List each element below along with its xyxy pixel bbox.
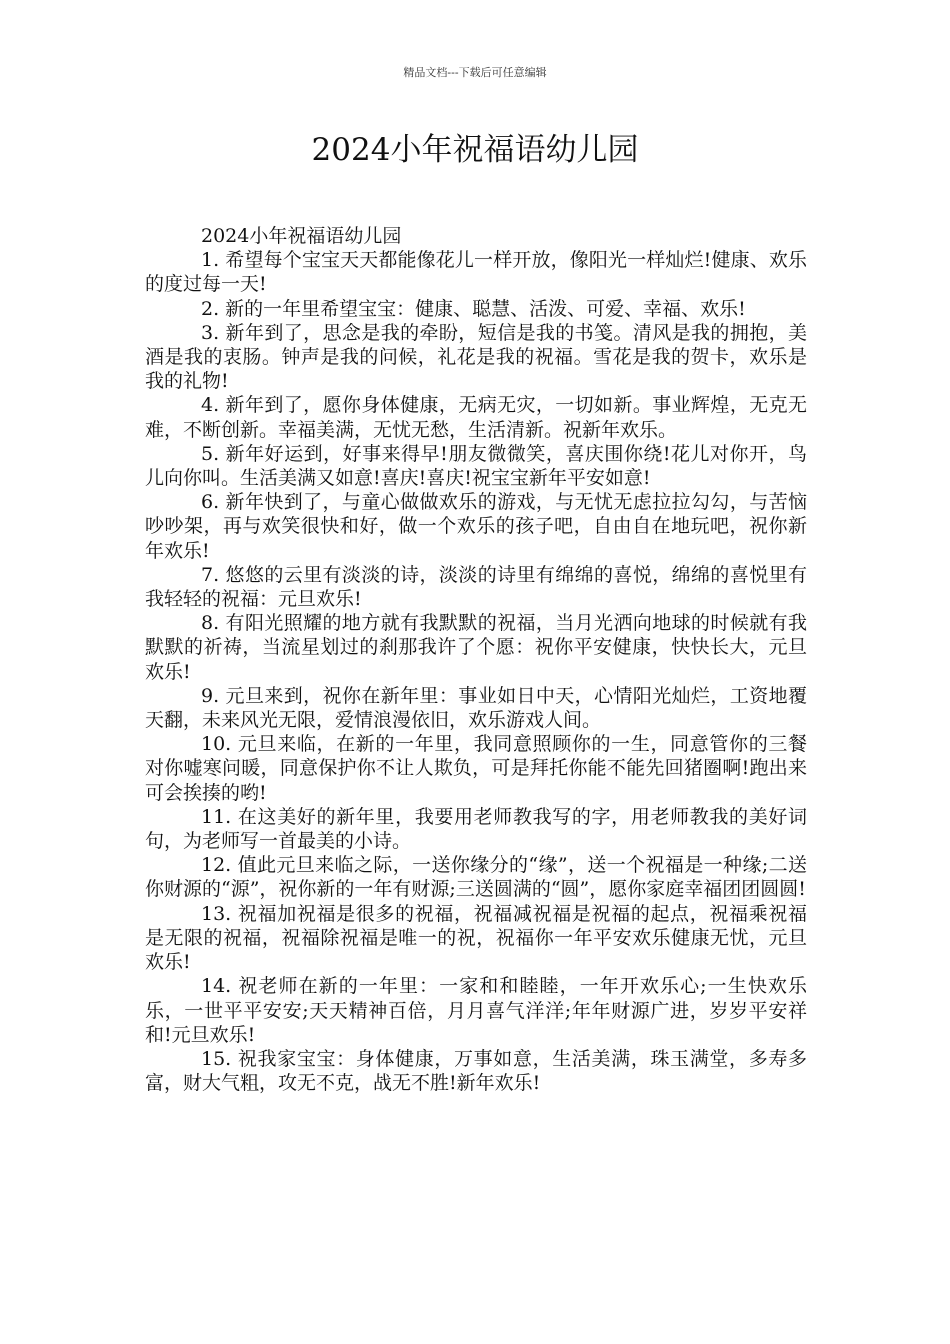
- paragraph-15: 15. 祝我家宝宝：身体健康，万事如意，生活美满，珠玉满堂，多寿多富，财大气粗，攻无不克，战无不胜!新年欢乐!: [145, 1047, 807, 1095]
- document-subtitle: 2024小年祝福语幼儿园: [201, 225, 402, 247]
- paragraph-12: 12. 值此元旦来临之际，一送你缘分的“缘”，送一个祝福是一种缘;二送你财源的“源”，祝你新的一年有财源;三送圆满的“圆”，愿你家庭幸福团团圆圆!: [145, 854, 807, 901]
- paragraph-8: 8. 有阳光照耀的地方就有我默默的祝福，当月光洒向地球的时候就有我默默的祈祷，当流星划过的刹那我许了个愿：祝你平安健康，快快长大，元旦欢乐!: [145, 612, 807, 683]
- paragraph-1: 1. 希望每个宝宝天天都能像花儿一样开放，像阳光一样灿烂!健康、欢乐的度过每一天!: [145, 249, 807, 296]
- paragraph-9: 9. 元旦来到，祝你在新年里：事业如日中天，心情阳光灿烂，工资地覆天翻，未来风光无限，爱情浪漫依旧，欢乐游戏人间。: [145, 684, 807, 732]
- paragraph-2: 2. 新的一年里希望宝宝：健康、聪慧、活泼、可爱、幸福、欢乐!: [201, 297, 746, 320]
- paragraph-10: 10. 元旦来临，在新的一年里，我同意照顾你的一生，同意管你的三餐对你嘘寒问暖，同意保护你不让人欺负，可是拜托你能不能先回猪圈啊!跑出来可会挨揍的哟!: [145, 733, 807, 804]
- paragraph-13: 13. 祝福加祝福是很多的祝福，祝福减祝福是祝福的起点，祝福乘祝福是无限的祝福，祝福除祝福是唯一的祝，祝福你一年平安欢乐健康无忧，元旦欢乐!: [145, 902, 807, 974]
- document-title: 2024小年祝福语幼儿园: [311, 132, 639, 168]
- page-header: 精品文档---下载后可任意编辑: [403, 66, 547, 79]
- paragraph-6: 6. 新年快到了，与童心做做欢乐的游戏，与无忧无虑拉拉勾勾，与苦恼吵吵架，再与欢笑很快和好，做一个欢乐的孩子吧，自由自在地玩吧，祝你新年欢乐!: [145, 491, 807, 562]
- paragraph-5: 5. 新年好运到，好事来得早!朋友微微笑，喜庆围你绕!花儿对你开，鸟儿向你叫。生活美满又如意!喜庆!喜庆!祝宝宝新年平安如意!: [145, 442, 807, 490]
- paragraph-4: 4. 新年到了，愿你身体健康，无病无灾，一切如新。事业辉煌，无克无难，不断创新。幸福美满，无忧无愁，生活清新。祝新年欢乐。: [145, 394, 807, 441]
- paragraph-11: 11. 在这美好的新年里，我要用老师教我写的字，用老师教我的美好词句，为老师写一首最美的小诗。: [145, 805, 807, 853]
- paragraph-14: 14. 祝老师在新的一年里：一家和和睦睦，一年开欢乐心;一生快欢乐乐，一世平平安安;天天精神百倍，月月喜气洋洋;年年财源广进，岁岁平安祥和!元旦欢乐!: [145, 975, 807, 1046]
- paragraph-7: 7. 悠悠的云里有淡淡的诗，淡淡的诗里有绵绵的喜悦，绵绵的喜悦里有我轻轻的祝福：元旦欢乐!: [145, 563, 807, 611]
- document-body: [145, 224, 807, 1095]
- paragraph-3: 3. 新年到了，思念是我的牵盼，短信是我的书笺。清风是我的拥抱，美酒是我的衷肠。钟声是我的问候，礼花是我的祝福。雪花是我的贺卡，欢乐是我的礼物!: [145, 321, 807, 393]
